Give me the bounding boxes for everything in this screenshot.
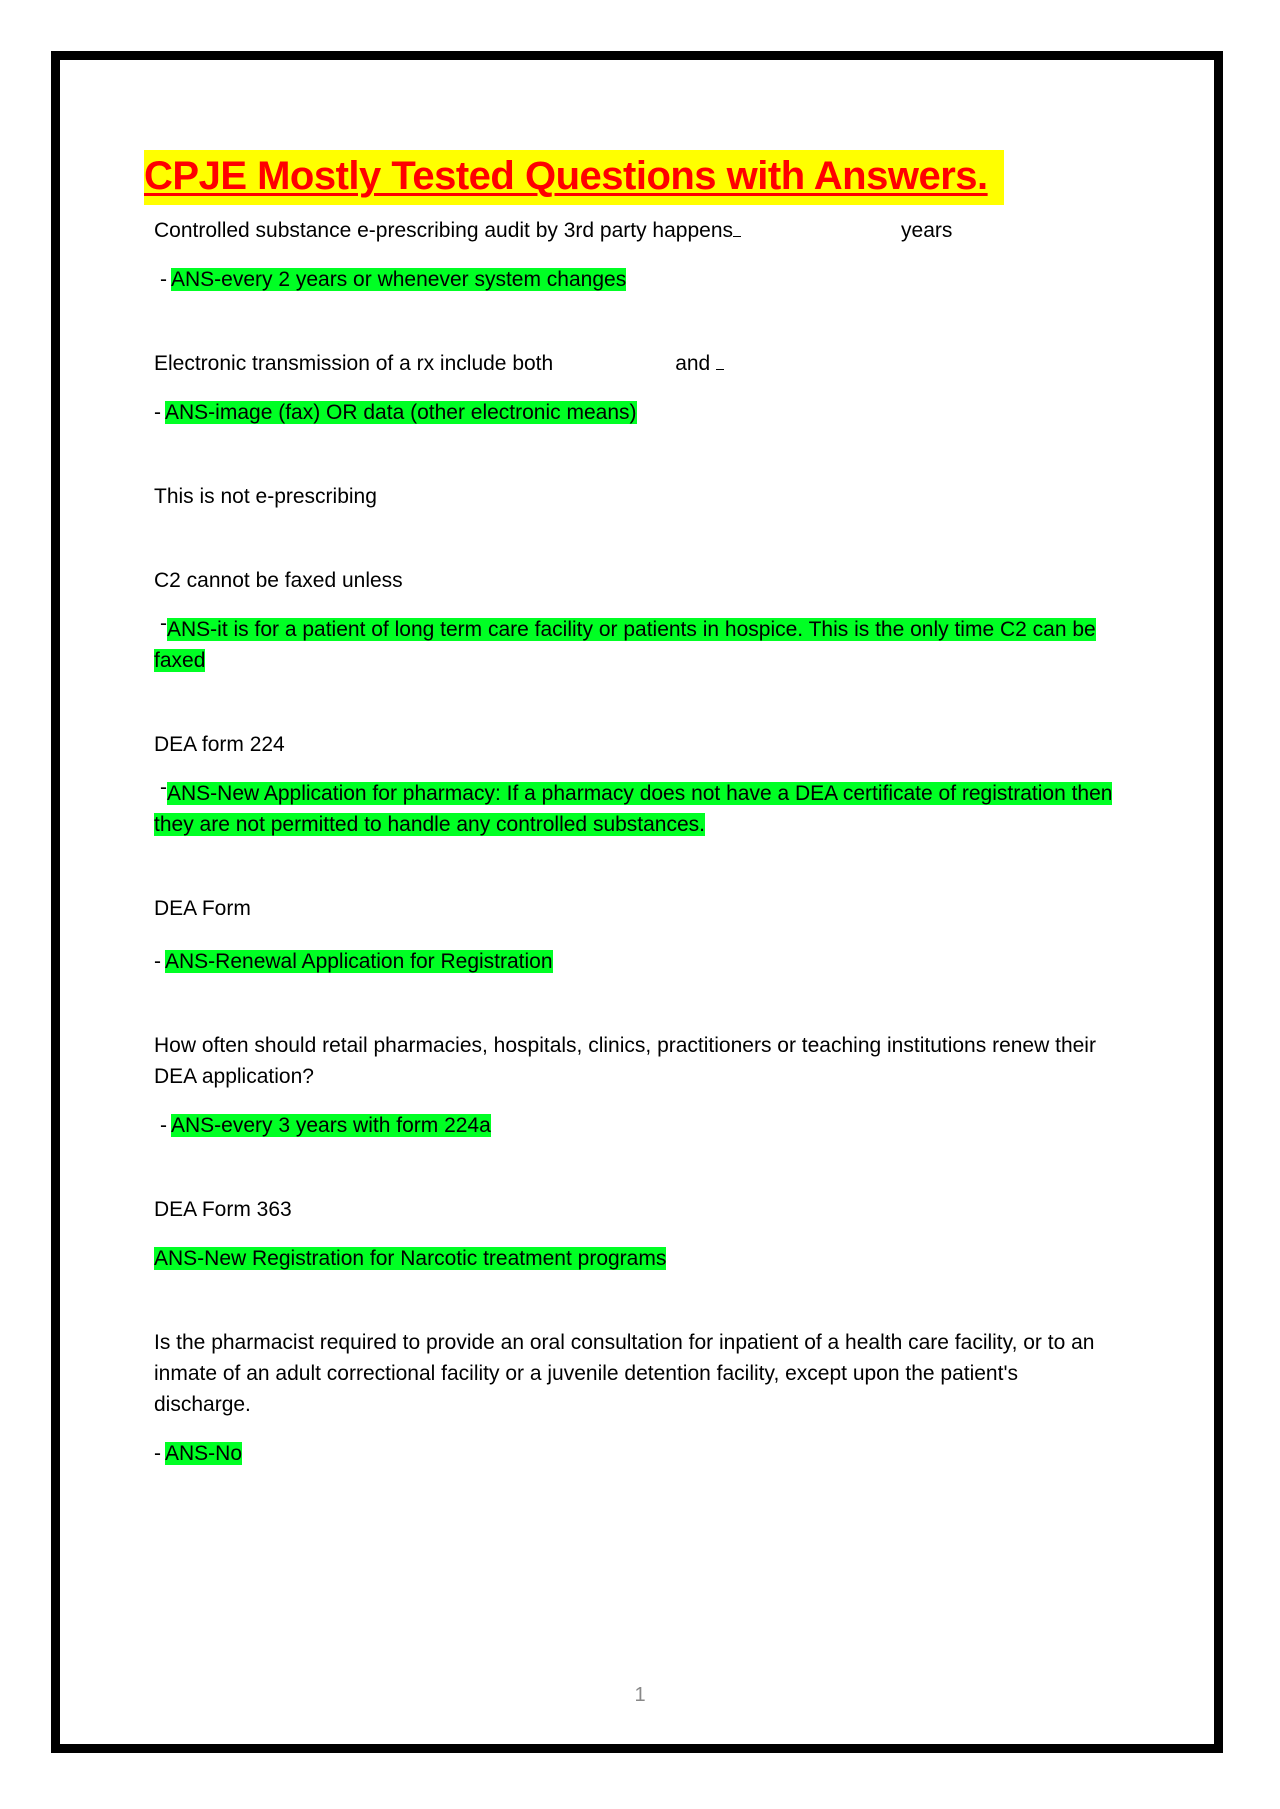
qa-item xyxy=(154,481,1114,512)
qa-item xyxy=(154,1194,1114,1274)
answer-highlight: ANS-image (fax) OR data (other electronic means) xyxy=(165,401,637,424)
answer-line: - ANS-image (fax) OR data (other electronic means) xyxy=(154,401,637,424)
answer-line: - ANS-No xyxy=(154,1442,243,1465)
qa-item xyxy=(154,893,1114,977)
question-text: DEA Form xyxy=(154,897,251,920)
answer-line: -ANS-New Application for pharmacy: If a pharmacy does not have a DEA certificate of registration then they are not permitted to handle any controlled substances. xyxy=(154,776,1113,836)
document-title xyxy=(144,150,1114,205)
qa-item xyxy=(154,565,1114,676)
question-text: DEA Form 363 xyxy=(154,1198,292,1221)
answer-highlight: ANS-it is for a patient of long term care facility or patients in hospice. This is the only time C2 can be faxed xyxy=(154,618,1096,672)
answer-highlight: ANS-every 2 years or whenever system changes xyxy=(171,268,627,291)
answer-line: - ANS-Renewal Application for Registration xyxy=(154,950,553,973)
answer-line: - ANS-every 3 years with form 224a xyxy=(160,1114,491,1137)
answer-highlight: ANS-No xyxy=(165,1442,243,1465)
qa-item xyxy=(154,348,1114,428)
question-text: Controlled substance e-prescribing audit by 3rd party happens years xyxy=(154,219,953,242)
question-text: Is the pharmacist required to provide an oral consultation for inpatient of a health care facility, or to an inmate of an adult correctional facility or a juvenile detention facility, except upon the patient's discharge. xyxy=(154,1331,1101,1416)
answer-blank xyxy=(716,351,724,370)
title-text: CPJE Mostly Tested Questions with Answers. xyxy=(144,150,1004,205)
document-body xyxy=(144,150,1114,1469)
question-text: Electronic transmission of a rx include both and xyxy=(154,348,1114,379)
answer-blank xyxy=(733,218,741,237)
qa-item xyxy=(154,1030,1114,1141)
question-text: This is not e-prescribing xyxy=(154,485,377,508)
answer-highlight: ANS-every 3 years with form 224a xyxy=(171,1114,491,1137)
qa-item xyxy=(154,1327,1114,1469)
answer-highlight: ANS-New Registration for Narcotic treatment programs xyxy=(154,1247,667,1270)
answer-highlight: ANS-New Application for pharmacy: If a pharmacy does not have a DEA certificate of registration then they are not permitted to handle any controlled substances. xyxy=(154,782,1113,836)
answer-line: -ANS-it is for a patient of long term care facility or patients in hospice. This is the only time C2 can be faxed xyxy=(154,612,1096,672)
page-number: 1 xyxy=(634,1684,646,1706)
qa-item xyxy=(154,215,1114,295)
answer-line: - ANS-every 2 years or whenever system changes xyxy=(160,268,627,291)
question-text: How often should retail pharmacies, hospitals, clinics, practitioners or teaching institutions renew their DEA application? xyxy=(154,1034,1102,1088)
answer-highlight: ANS-Renewal Application for Registration xyxy=(165,950,553,973)
question-text: DEA form 224 xyxy=(154,733,285,756)
qa-item xyxy=(154,729,1114,840)
answer-line xyxy=(154,1243,1114,1274)
question-text: C2 cannot be faxed unless xyxy=(154,569,403,592)
